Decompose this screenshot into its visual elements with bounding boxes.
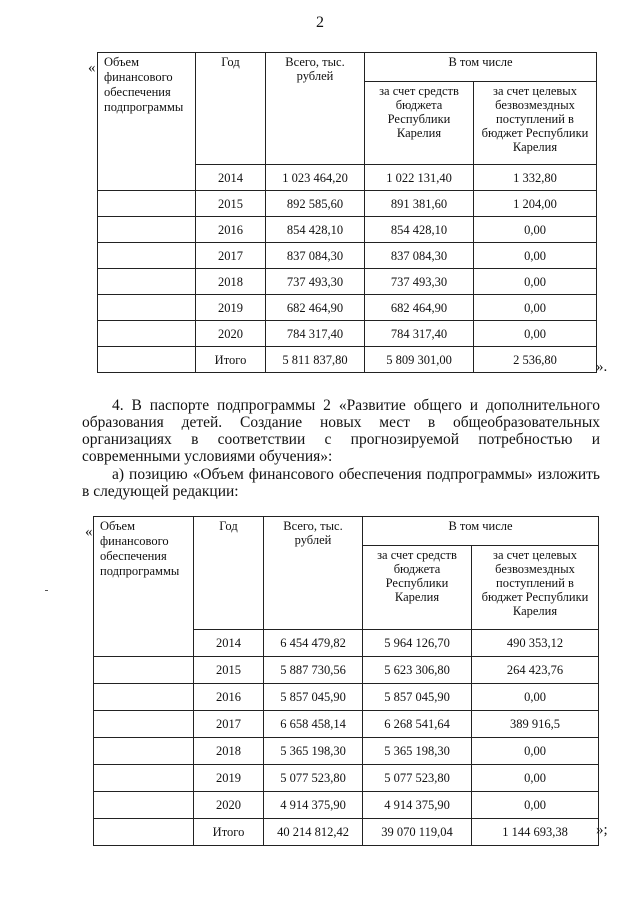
label-spacer — [98, 269, 196, 295]
total-cell: 5 365 198,30 — [264, 738, 363, 765]
grants-cell: 0,00 — [472, 765, 599, 792]
budget-cell: 737 493,30 — [365, 269, 474, 295]
grants-cell: 0,00 — [474, 243, 597, 269]
budget-cell: 5 365 198,30 — [363, 738, 472, 765]
label-spacer — [94, 738, 194, 765]
grants-cell: 0,00 — [472, 738, 599, 765]
header-year: Год — [194, 517, 264, 630]
financing-table-2 — [93, 516, 599, 846]
total-cell: 6 454 479,82 — [264, 630, 363, 657]
label-spacer — [94, 684, 194, 711]
year-cell: 2019 — [196, 295, 266, 321]
total-cell: 1 023 464,20 — [266, 165, 365, 191]
header-grants: за счет целевых безвозмездных поступлений в бюджет Республики Карелия — [474, 82, 597, 165]
open-quote-2: « — [85, 524, 93, 540]
budget-cell: 5 077 523,80 — [363, 765, 472, 792]
total-cell: 5 811 837,80 — [266, 347, 365, 373]
table-row — [94, 765, 599, 792]
budget-cell: 854 428,10 — [365, 217, 474, 243]
budget-cell: 5 809 301,00 — [365, 347, 474, 373]
grants-cell: 0,00 — [474, 321, 597, 347]
grants-cell: 1 204,00 — [474, 191, 597, 217]
table-2-closing-quote: »; — [596, 822, 608, 838]
budget-cell: 4 914 375,90 — [363, 792, 472, 819]
budget-cell: 837 084,30 — [365, 243, 474, 269]
table-row — [94, 684, 599, 711]
year-cell: Итого — [194, 819, 264, 846]
total-cell: 682 464,90 — [266, 295, 365, 321]
year-cell: 2016 — [194, 684, 264, 711]
header-including: В том числе — [365, 53, 597, 82]
header-grants: за счет целевых безвозмездных поступлений в бюджет Республики Карелия — [472, 546, 599, 630]
year-cell: 2017 — [196, 243, 266, 269]
budget-cell: 39 070 119,04 — [363, 819, 472, 846]
header-total: Всего, тыс. рублей — [264, 517, 363, 630]
year-cell: 2017 — [194, 711, 264, 738]
budget-cell: 6 268 541,64 — [363, 711, 472, 738]
total-cell: 6 658 458,14 — [264, 711, 363, 738]
label-spacer — [94, 657, 194, 684]
table-row — [98, 321, 597, 347]
total-cell: 5 077 523,80 — [264, 765, 363, 792]
paragraph-4 — [82, 397, 600, 465]
label-spacer — [98, 243, 196, 269]
page-number: 2 — [316, 14, 324, 31]
label-spacer — [98, 347, 196, 373]
table-1-closing-quote: ». — [596, 359, 608, 375]
label-spacer — [94, 792, 194, 819]
budget-cell: 5 857 045,90 — [363, 684, 472, 711]
label-spacer — [94, 819, 194, 846]
table-row — [94, 711, 599, 738]
budget-cell: 891 381,60 — [365, 191, 474, 217]
grants-cell: 389 916,5 — [472, 711, 599, 738]
budget-cell: 5 623 306,80 — [363, 657, 472, 684]
grants-cell: 490 353,12 — [472, 630, 599, 657]
header-budget: за счет средств бюджета Республики Карелия — [365, 82, 474, 165]
financing-label: Объем финансового обеспечения подпрограммы — [94, 517, 194, 657]
total-cell: 837 084,30 — [266, 243, 365, 269]
grants-cell: 0,00 — [472, 684, 599, 711]
total-cell: 5 857 045,90 — [264, 684, 363, 711]
total-cell: 854 428,10 — [266, 217, 365, 243]
paragraph-a-text: а) позицию «Объем финансового обеспечения подпрограммы» изложить в следующей редакции: — [82, 466, 600, 500]
year-cell: 2020 — [194, 792, 264, 819]
table-row — [98, 269, 597, 295]
table-row — [94, 819, 599, 846]
budget-cell: 1 022 131,40 — [365, 165, 474, 191]
paragraph-a — [82, 466, 600, 500]
label-spacer — [94, 711, 194, 738]
year-cell: 2014 — [196, 165, 266, 191]
grants-cell: 1 144 693,38 — [472, 819, 599, 846]
label-spacer — [98, 295, 196, 321]
grants-cell: 0,00 — [474, 295, 597, 321]
grants-cell: 1 332,80 — [474, 165, 597, 191]
table-row — [94, 738, 599, 765]
total-cell: 784 317,40 — [266, 321, 365, 347]
total-cell: 737 493,30 — [266, 269, 365, 295]
total-cell: 5 887 730,56 — [264, 657, 363, 684]
grants-cell: 0,00 — [474, 269, 597, 295]
year-cell: 2014 — [194, 630, 264, 657]
total-cell: 892 585,60 — [266, 191, 365, 217]
year-cell: 2019 — [194, 765, 264, 792]
total-cell: 40 214 812,42 — [264, 819, 363, 846]
budget-cell: 5 964 126,70 — [363, 630, 472, 657]
open-quote: « — [88, 60, 96, 76]
label-spacer — [98, 191, 196, 217]
paragraph-4-text: 4. В паспорте подпрограммы 2 «Развитие общего и дополнительного образования детей. Создание новых мест в общеобразовательных организациях в соответствии с прогнозируемой потребностью и современными условиями обучения»: — [82, 397, 600, 465]
year-cell: 2015 — [196, 191, 266, 217]
table-row — [98, 217, 597, 243]
label-spacer — [98, 217, 196, 243]
table-row — [98, 243, 597, 269]
table-2 — [93, 516, 599, 846]
financing-table-1 — [97, 52, 597, 373]
table-row — [98, 295, 597, 321]
table-row — [94, 792, 599, 819]
year-cell: 2020 — [196, 321, 266, 347]
table-row — [98, 191, 597, 217]
financing-label: Объем финансового обеспечения подпрограммы — [98, 53, 196, 191]
table-1 — [97, 52, 597, 373]
budget-cell: 682 464,90 — [365, 295, 474, 321]
grants-cell: 0,00 — [474, 217, 597, 243]
header-total: Всего, тыс. рублей — [266, 53, 365, 165]
grants-cell: 2 536,80 — [474, 347, 597, 373]
label-spacer — [98, 321, 196, 347]
year-cell: 2016 — [196, 217, 266, 243]
header-budget: за счет средств бюджета Республики Карелия — [363, 546, 472, 630]
year-cell: 2015 — [194, 657, 264, 684]
budget-cell: 784 317,40 — [365, 321, 474, 347]
grants-cell: 264 423,76 — [472, 657, 599, 684]
grants-cell: 0,00 — [472, 792, 599, 819]
year-cell: Итого — [196, 347, 266, 373]
total-cell: 4 914 375,90 — [264, 792, 363, 819]
header-including: В том числе — [363, 517, 599, 546]
label-spacer — [94, 765, 194, 792]
table-row — [98, 347, 597, 373]
header-year: Год — [196, 53, 266, 165]
margin-mark — [45, 590, 48, 591]
year-cell: 2018 — [194, 738, 264, 765]
year-cell: 2018 — [196, 269, 266, 295]
table-row — [94, 657, 599, 684]
